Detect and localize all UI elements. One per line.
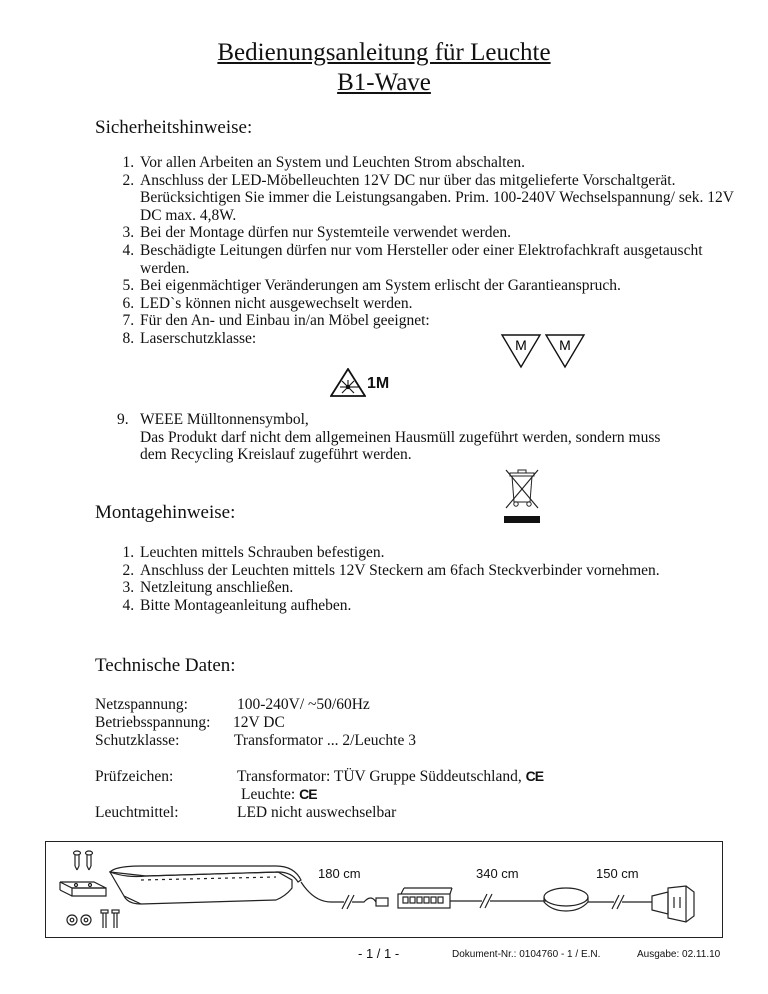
cable-length-1: 180 cm [318,866,361,881]
diagram-drawing [46,842,722,937]
spec-value: 100-240V/ ~50/60Hz [237,696,370,713]
tech-heading: Technische Daten: [95,655,236,676]
mounting-item: 3. Netzleitung anschließen. [138,579,738,597]
laser-class-label: 1M [367,375,390,392]
luminaire-mark-value: Leuchte: CE [241,786,317,803]
screw-icon [101,910,108,928]
mounting-heading: Montagehinweise: [95,502,236,523]
spec-value: Transformator ... 2/Leuchte 3 [234,732,416,749]
page-title: Bedienungsanleitung für Leuchte [217,39,551,66]
safety-list [95,154,738,348]
weee-title: WEEE Mülltonnensymbol, [140,411,309,428]
furniture-m-symbols [500,333,590,369]
m-triangle-icon [546,335,584,367]
safety-item: 7. Für den An- und Einbau in/an Möbel geeignet: [138,312,738,330]
screw-icon [74,851,81,870]
safety-item: 4. Beschädigte Leitungen dürfen nur vom Hersteller oder einer Elektrofachkraft ausgetauscht werden. [138,242,738,277]
test-mark-label: Prüfzeichen: [95,768,174,785]
mounting-item: 4. Bitte Montageanleitung aufheben. [138,597,738,615]
test-mark-value: Transformator: TÜV Gruppe Süddeutschland, CE [237,768,544,785]
spec-label: Betriebsspannung: [95,714,211,731]
washer-icon [81,915,91,925]
safety-item: 3. Bei der Montage dürfen nur Systemteile verwendet werden. [138,224,738,242]
luminaire-icon [110,866,301,904]
ce-mark-icon: CE [299,786,317,802]
document-number: Dokument-Nr.: 0104760 - 1 / E.N. [452,949,601,960]
plug-icon [376,898,388,906]
page-subtitle: B1-Wave [337,69,431,96]
m-triangle-icon [502,335,540,367]
cable-length-2: 340 cm [476,866,519,881]
m-symbol-label: M [559,337,571,353]
m-symbol-label: M [515,337,527,353]
spec-label: Netzspannung: [95,696,188,713]
transformer-icon [544,888,588,911]
safety-item: 2. Anschluss der LED-Möbelleuchten 12V DC nur über das mitgelieferte Vorschaltgerät. Berücksichtigen Sie immer die Leistungsangaben. Prim. 100-240V Wechselspannung/ sek. 12V DC max. 4,8W. [138,172,738,225]
mounting-list [95,544,738,614]
laser-warning-icon [330,368,366,398]
screw-icon [112,910,119,928]
page-number: - 1 / 1 - [358,946,400,961]
weee-bin-icon [502,466,542,526]
safety-item: 6. LED`s können nicht ausgewechselt werden. [138,295,738,313]
weee-item [140,411,680,464]
wall-plug-icon [652,886,694,922]
washer-icon [67,915,77,925]
mounting-bracket-icon [60,882,106,896]
lamp-value: LED nicht auswechselbar [237,804,397,821]
mounting-item: 2. Anschluss der Leuchten mittels 12V Steckern am 6fach Steckverbinder vornehmen. [138,562,738,580]
safety-heading: Sicherheitshinweise: [95,117,253,138]
ce-mark-icon: CE [525,768,544,784]
cable-length-3: 150 cm [596,866,639,881]
safety-item: 8. Laserschutzklasse: [138,330,738,348]
safety-item: 5. Bei eigenmächtiger Veränderungen am System erlischt der Garantieanspruch. [138,277,738,295]
lamp-label: Leuchtmittel: [95,804,179,821]
weee-text: Das Produkt darf nicht dem allgemeinen Hausmüll zugeführt werden, sondern muss dem Recycling Kreislauf zugeführt werden. [140,428,661,464]
spec-label: Schutzklasse: [95,732,180,749]
mounting-item: 1. Leuchten mittels Schrauben befestigen. [138,544,738,562]
safety-item: 1. Vor allen Arbeiten an System und Leuchten Strom abschalten. [138,154,738,172]
issue-date: Ausgabe: 02.11.10 [637,949,721,960]
spec-value: 12V DC [233,714,285,731]
distributor-icon [398,888,452,908]
product-diagram [45,841,723,938]
screw-icon [86,851,93,870]
